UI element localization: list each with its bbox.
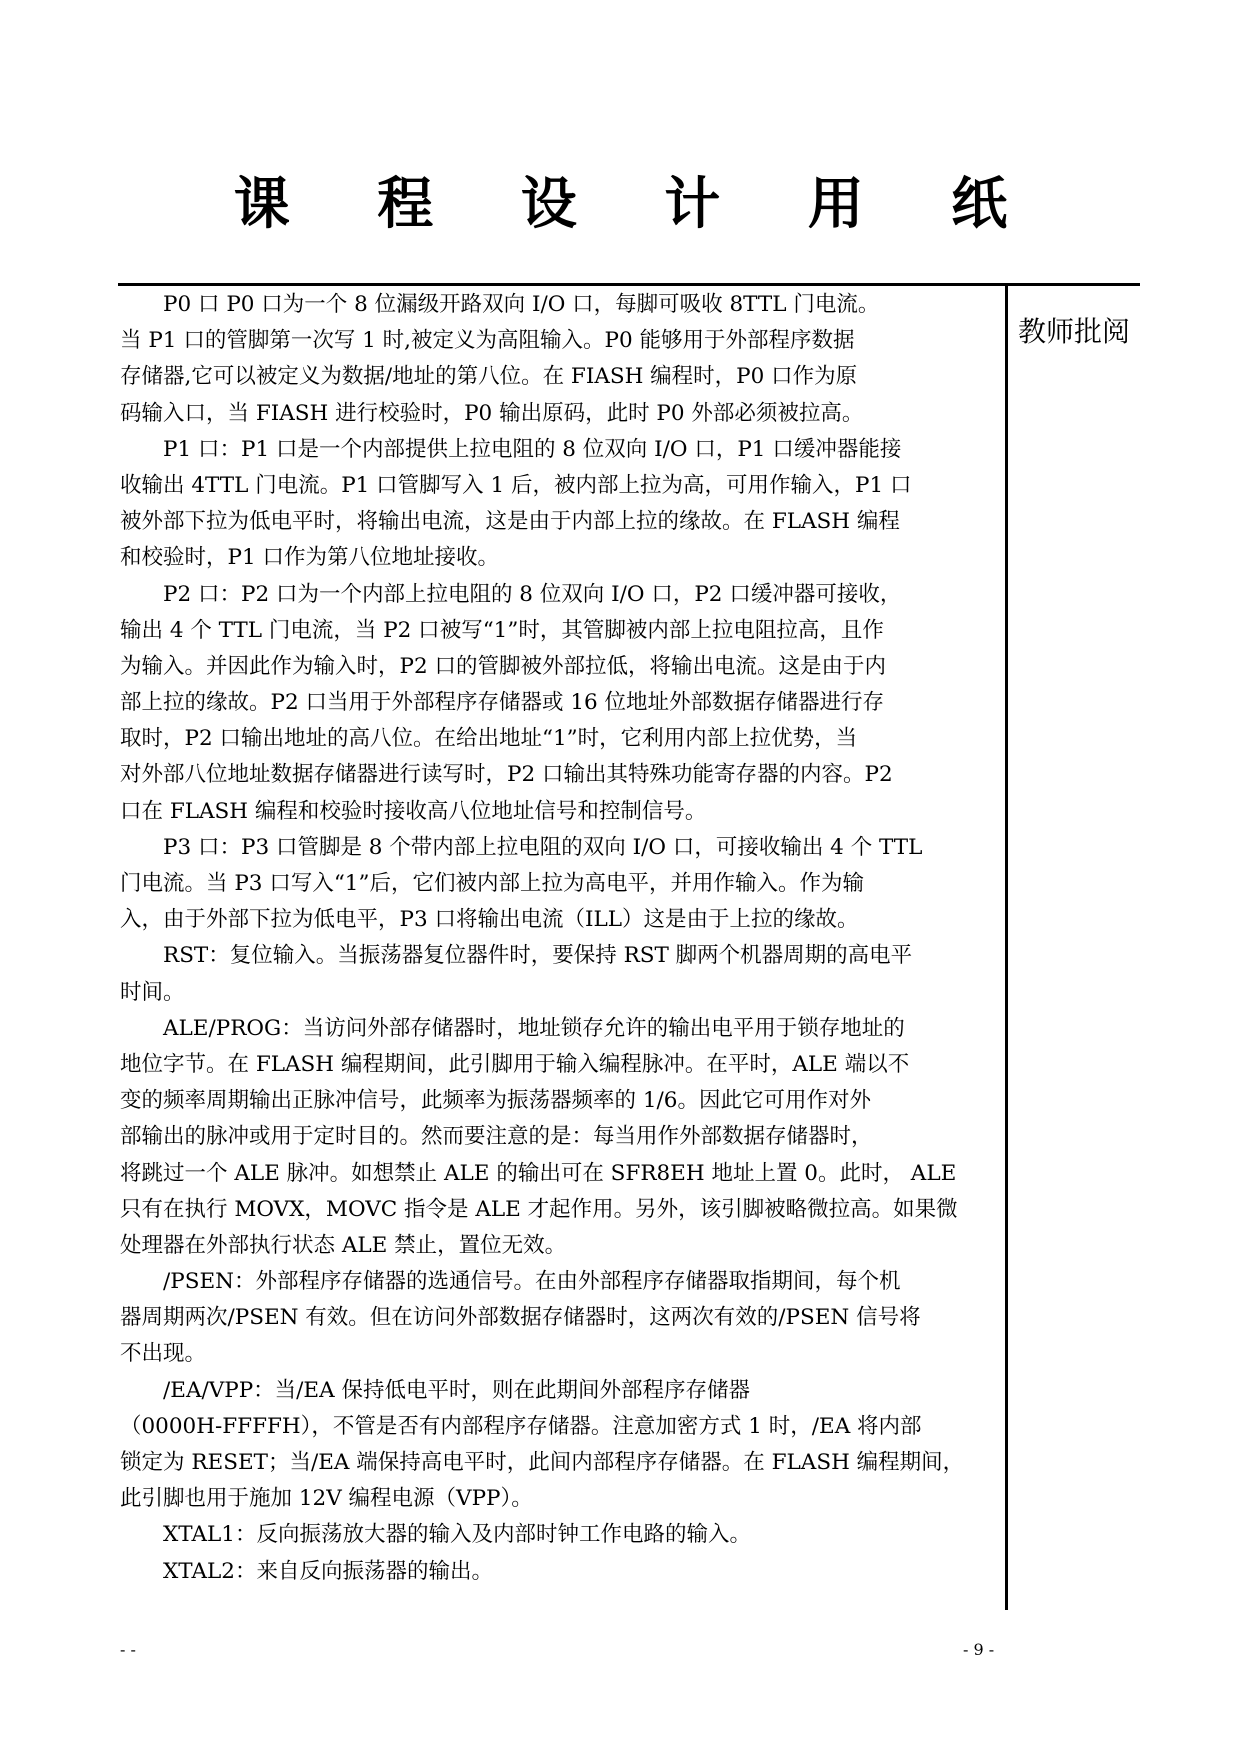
footer-left-mark: - - [120,1640,136,1659]
page-title: 课 程 设 计 用 纸 [233,172,1042,237]
text-line: 输出 4 个 TTL 门电流，当 P2 口被写“1”时，其管脚被内部上拉电阻拉高，且作 [120,617,884,643]
margin-divider [1005,284,1008,1610]
text-line: 对外部八位地址数据存储器进行读写时，P2 口输出其特殊功能寄存器的内容。P2 [120,762,893,788]
text-line: /EA/VPP：当/EA 保持低电平时，则在此期间外部程序存储器 [120,1377,750,1403]
text-line: 部上拉的缘故。P2 口当用于外部程序存储器或 16 位地址外部数据存储器进行存 [120,690,885,716]
text-line: P2 口：P2 口为一个内部上拉电阻的 8 位双向 I/O 口，P2 口缓冲器可接收， [120,581,902,607]
text-line: 将跳过一个 ALE 脉冲。如想禁止 ALE 的输出可在 SFR8EH 地址上置 0。此时， ALE [120,1160,957,1186]
teacher-review-label: 教师批阅 [1018,315,1131,348]
text-line: 口在 FLASH 编程和校验时接收高八位地址信号和控制信号。 [120,798,707,824]
text-line: /PSEN：外部程序存储器的选通信号。在由外部程序存储器取指期间，每个机 [120,1269,901,1295]
text-line: 部输出的脉冲或用于定时目的。然而要注意的是：每当用作外部数据存储器时， [120,1124,873,1150]
text-line: P0 口 P0 口为一个 8 位漏级开路双向 I/O 口，每脚可吸收 8TTL 门电流。 [120,292,880,317]
text-line: 门电流。当 P3 口写入“1”后，它们被内部上拉为高电平，并用作输入。作为输 [120,871,864,896]
text-line: 只有在执行 MOVX，MOVC 指令是 ALE 才起作用。另外，该引脚被略微拉高。如果微 [120,1196,958,1222]
text-line: ALE/PROG：当访问外部存储器时，地址锁存允许的输出电平用于锁存地址的 [120,1015,905,1041]
header-rule [118,283,1140,286]
text-line: 器周期两次/PSEN 有效。但在访问外部数据存储器时，这两次有效的/PSEN 信号将 [120,1305,921,1331]
text-line: P1 口：P1 口是一个内部提供上拉电阻的 8 位双向 I/O 口，P1 口缓冲器能接 [120,436,902,462]
text-line: 地位字节。在 FLASH 编程期间，此引脚用于输入编程脉冲。在平时，ALE 端以不 [120,1051,910,1077]
text-line: 此引脚也用于施加 12V 编程电源（VPP）。 [120,1486,533,1512]
text-line: 被外部下拉为低电平时，将输出电流，这是由于内部上拉的缘故。在 FLASH 编程 [120,509,900,535]
text-line: 当 P1 口的管脚第一次写 1 时,被定义为高阻输入。P0 能够用于外部程序数据 [120,328,855,354]
page-number: - 9 - [963,1640,995,1659]
text-line: XTAL2：来自反向振荡器的输出。 [120,1558,493,1584]
text-line: 锁定为 RESET；当/EA 端保持高电平时，此间内部程序存储器。在 FLASH 编程期间， [120,1450,965,1475]
text-line: 收输出 4TTL 门电流。P1 口管脚写入 1 后，被内部上拉为高，可用作输入，P1 口 [120,472,912,498]
text-line: XTAL1：反向振荡放大器的输入及内部时钟工作电路的输入。 [120,1522,751,1548]
text-line: RST：复位输入。当振荡器复位器件时，要保持 RST 脚两个机器周期的高电平 [120,943,913,969]
body-text [120,287,1000,1590]
text-line: 和校验时，P1 口作为第八位地址接收。 [120,545,499,571]
text-line: 存储器,它可以被定义为数据/地址的第八位。在 FIASH 编程时，P0 口作为原 [120,364,858,390]
text-line: 入，由于外部下拉为低电平，P3 口将输出电流（ILL）这是由于上拉的缘故。 [120,907,859,933]
text-line: 为输入。并因此作为输入时，P2 口的管脚被外部拉低，将输出电流。这是由于内 [120,653,886,679]
text-line: P3 口：P3 口管脚是 8 个带内部上拉电阻的双向 I/O 口，可接收输出 4 个 TTL [120,834,923,860]
text-line: 取时，P2 口输出地址的高八位。在给出地址“1”时，它利用内部上拉优势，当 [120,726,858,752]
text-line: 变的频率周期输出正脉冲信号，此频率为振荡器频率的 1/6。因此它可用作对外 [120,1088,871,1114]
text-line: 码输入口，当 FIASH 进行校验时，P0 输出原码，此时 P0 外部必须被拉高。 [120,400,864,426]
text-line: 时间。 [120,979,185,1005]
text-line: 处理器在外部执行状态 ALE 禁止，置位无效。 [120,1232,567,1258]
text-line: （0000H-FFFFH），不管是否有内部程序存储器。注意加密方式 1 时，/EA 将内部 [120,1413,922,1439]
text-line: 不出现。 [120,1341,207,1367]
